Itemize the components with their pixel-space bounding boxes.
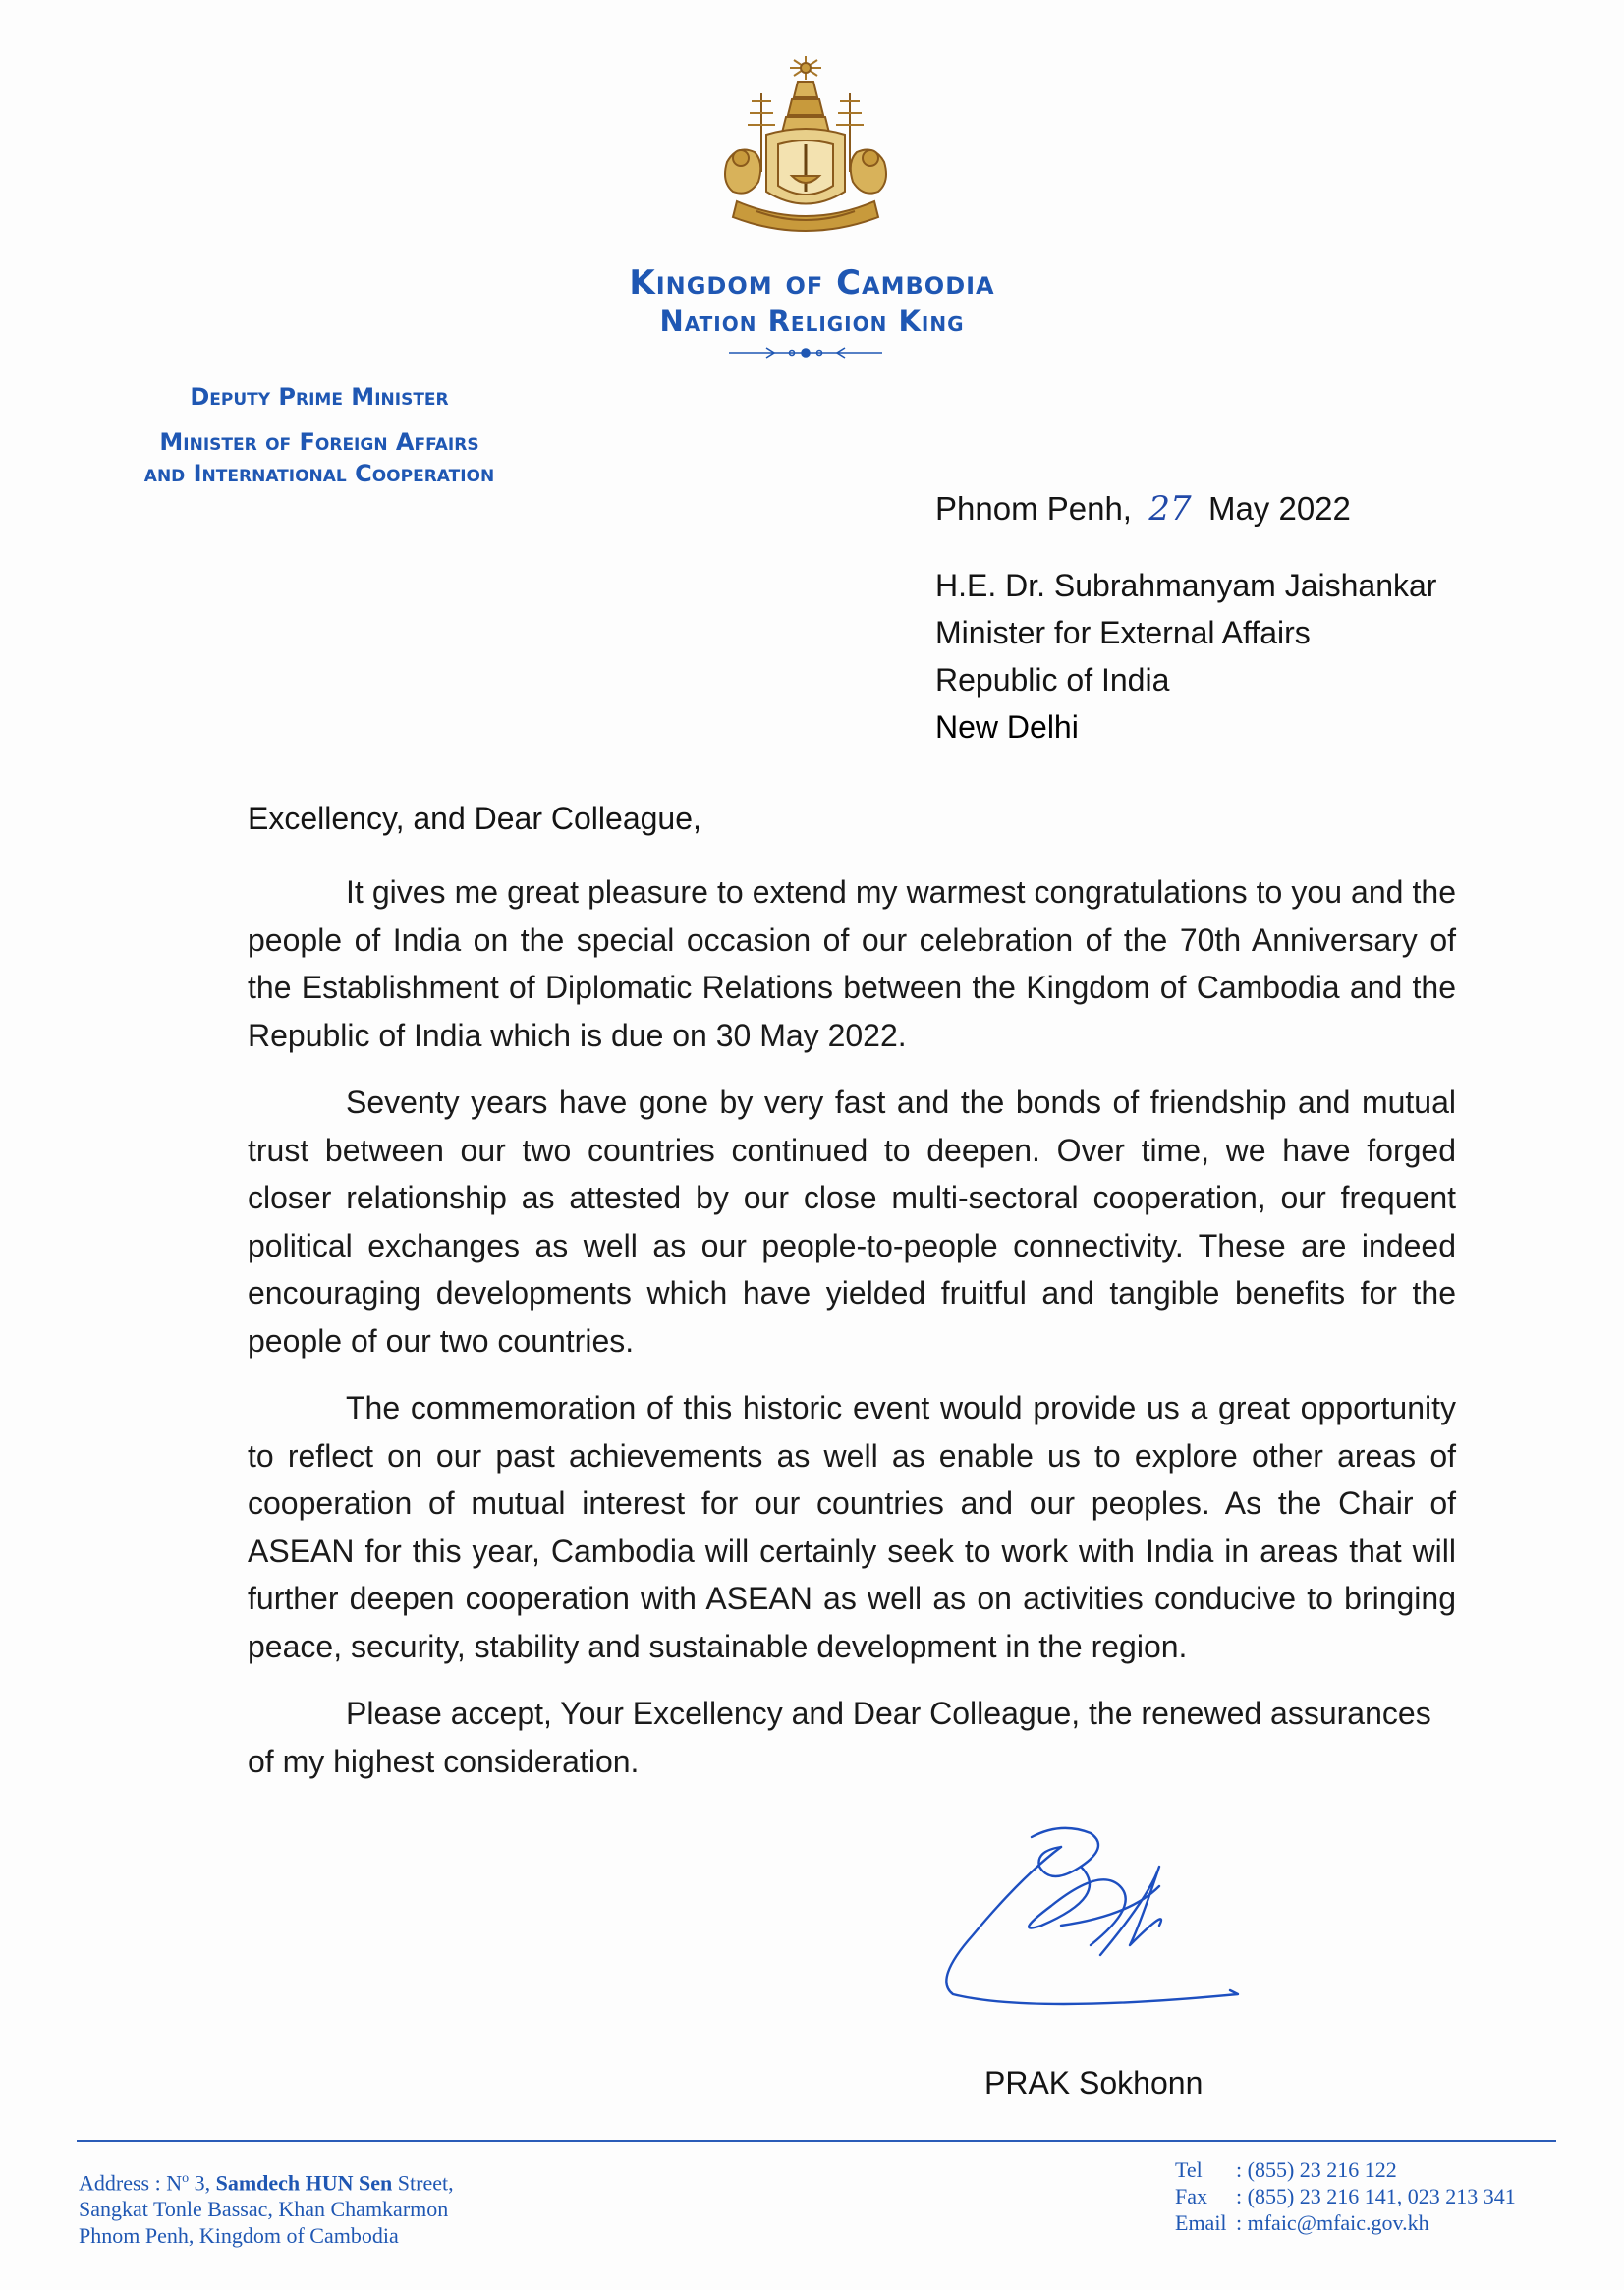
footer-divider xyxy=(77,2140,1556,2142)
kingdom-title: Kingdom of Cambodia xyxy=(629,263,995,303)
tel-label: Tel xyxy=(1175,2157,1203,2182)
date-month-year: May 2022 xyxy=(1207,490,1351,527)
handwritten-signature-icon xyxy=(914,1808,1248,2024)
email-value[interactable]: : mfaic@mfaic.gov.kh xyxy=(1236,2210,1429,2235)
recipient-block xyxy=(935,562,1436,751)
office-title-deputy-pm: Deputy Prime Minister xyxy=(190,383,449,411)
address-street: Samdech HUN Sen xyxy=(215,2170,393,2196)
letter-date xyxy=(935,489,1351,529)
office-title-ministry: and International Cooperation xyxy=(143,460,495,487)
address-line-1 xyxy=(79,2165,454,2196)
contact-email xyxy=(1175,2209,1516,2236)
fax-label: Fax xyxy=(1175,2184,1207,2208)
contact-tel xyxy=(1175,2156,1516,2183)
footer-contact xyxy=(1175,2156,1516,2236)
fax-value: : (855) 23 216 141, 023 213 341 xyxy=(1236,2184,1516,2208)
date-place: Phnom Penh, xyxy=(935,490,1132,527)
kingdom-motto: Nation Religion King xyxy=(659,305,965,338)
recipient-city: New Delhi xyxy=(935,709,1079,745)
address-line-3: Phnom Penh, Kingdom of Cambodia xyxy=(79,2223,399,2249)
office-title-minister: Minister of Foreign Affairs xyxy=(159,428,479,456)
date-day-handwritten: 27 xyxy=(1148,489,1192,529)
address-no-sup: o xyxy=(182,2171,190,2186)
signer-name: PRAK Sokhonn xyxy=(984,2065,1204,2100)
salutation: Excellency, and Dear Colleague, xyxy=(248,801,701,836)
recipient-name: H.E. Dr. Subrahmanyam Jaishankar xyxy=(935,568,1437,603)
tel-value: : (855) 23 216 122 xyxy=(1236,2157,1397,2182)
body-paragraph: The commemoration of this historic event would provide us a great opportunity to reflect on our past achievements as well as enable us to explore other areas of cooperation of mutual interest for our countries and our peoples. As the Chair of ASEAN for this year, Cambodia will certainly seek to work with India in areas that will further deepen cooperation with ASEAN as well as on activities conducive to bringing peace, security, stability and sustainable development in the region. xyxy=(248,1390,1456,1664)
address-line-2: Sangkat Tonle Bassac, Khan Chamkarmon xyxy=(79,2197,449,2222)
body-paragraph: Please accept, Your Excellency and Dear Colleague, the renewed assurances of my highest consideration. xyxy=(248,1696,1431,1779)
address-number: 3, xyxy=(189,2170,211,2196)
body-paragraph: Seventy years have gone by very fast and the bonds of friendship and mutual trust between our two countries continued to deepen. Over time, we have forged closer relationship as attested by our close multi-sectoral cooperation, our frequent political exchanges as well as our people-to-people connectivity. These are indeed encouraging developments which have yielded fruitful and tangible benefits for the people of our two countries. xyxy=(248,1085,1456,1359)
recipient-title: Minister for External Affairs xyxy=(935,615,1311,650)
contact-fax xyxy=(1175,2183,1516,2209)
address-street-suffix: Street, xyxy=(392,2170,454,2196)
ornament-divider-icon xyxy=(727,344,884,362)
office-block xyxy=(59,381,580,489)
email-label: Email xyxy=(1175,2210,1227,2235)
royal-coat-of-arms-icon xyxy=(707,54,904,246)
recipient-country: Republic of India xyxy=(935,662,1170,698)
body-paragraph: It gives me great pleasure to extend my warmest congratulations to you and the people of India on the special occasion of our celebration of the 70th Anniversary of the Establishment of Diplomatic Relations between the Kingdom of Cambodia and the Republic of India which is due on 30 May 2022. xyxy=(248,874,1456,1053)
footer-address xyxy=(79,2165,454,2249)
letter-body xyxy=(248,868,1456,1805)
address-label: Address : N xyxy=(79,2170,183,2196)
